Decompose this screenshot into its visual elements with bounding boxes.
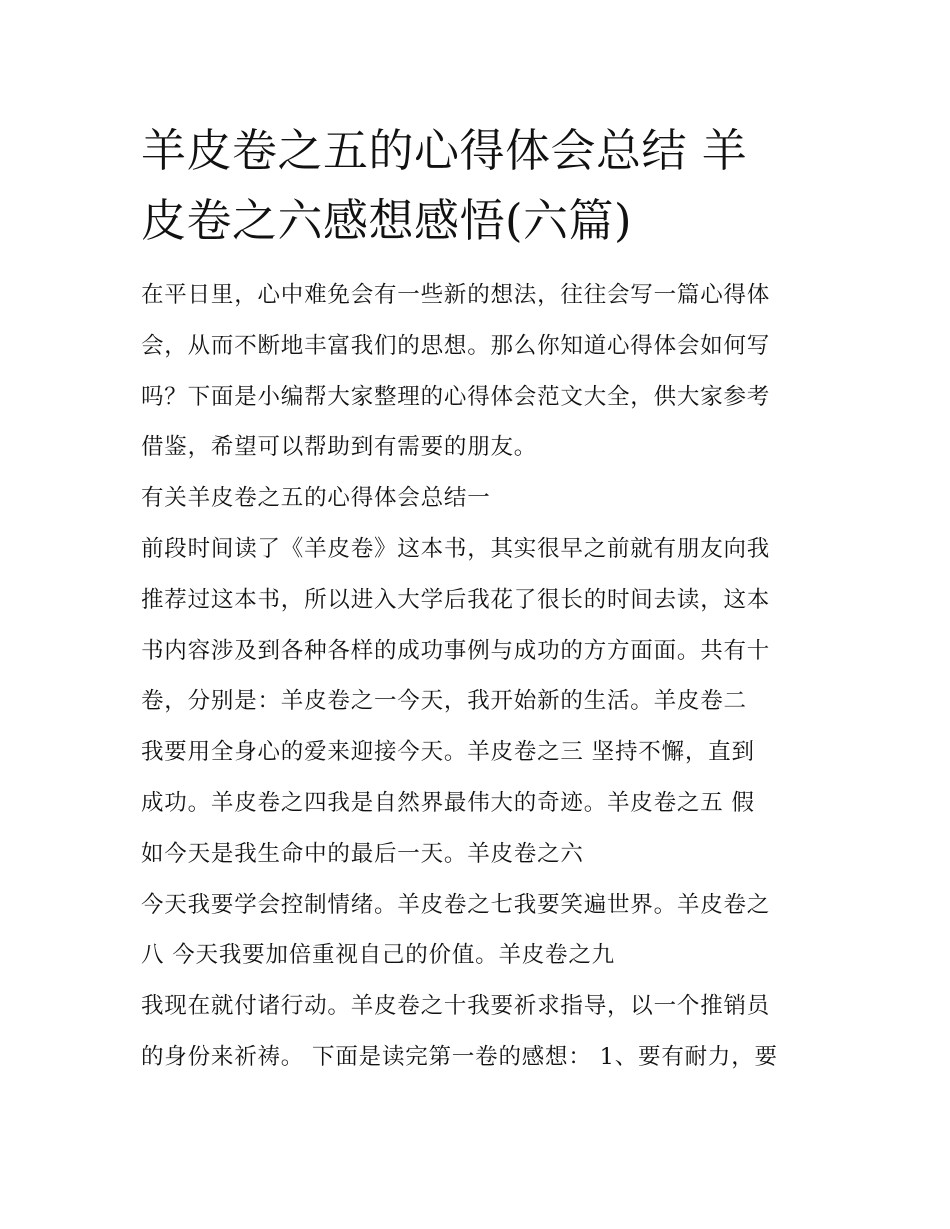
body-line: 如今天是我生命中的最后一天。羊皮卷之六 [141,840,584,867]
document-content [141,116,813,1083]
title-line: 羊皮卷之五的心得体会总结 羊 [141,124,748,177]
body-line: 卷，分别是：羊皮卷之一今天，我开始新的生活。羊皮卷二 [141,688,747,715]
body-line: 的身份来祈祷。 下面是读完第一卷的感想： 1、要有耐力，要 [141,1043,778,1070]
section-heading: 有关羊皮卷之五的心得体会总结一 [141,485,491,512]
intro-line: 在平日里，心中难免会有一些新的想法，往往会写一篇心得体 [141,282,771,308]
body-line: 八 今天我要加倍重视自己的价值。羊皮卷之九 [141,942,615,969]
body-line: 书内容涉及到各种各样的成功事例与成功的方方面面。共有十 [141,637,771,664]
intro-line: 会，从而不断地丰富我们的思想。那么你知道心得体会如何写 [141,332,771,359]
body-line: 前段时间读了《羊皮卷》这本书，其实很早之前就有朋友向我 [141,535,771,562]
body-line: 今天我要学会控制情绪。羊皮卷之七我要笑遍世界。羊皮卷之 [141,891,771,918]
intro-line: 借鉴，希望可以帮助到有需要的朋友。 [141,434,538,461]
body-line: 我现在就付诸行动。羊皮卷之十我要祈求指导，以一个推销员 [141,993,771,1020]
body-line: 成功。羊皮卷之四我是自然界最伟大的奇迹。羊皮卷之五 假 [141,789,755,816]
document-body [141,270,813,1083]
intro-line: 吗？下面是小编帮大家整理的心得体会范文大全，供大家参考 [141,383,771,410]
title-line: 皮卷之六感想感悟(六篇) [141,194,633,247]
body-line: 我要用全身心的爱来迎接今天。羊皮卷之三 坚持不懈，直到 [141,739,755,766]
document-title [141,116,813,256]
body-line: 推荐过这本书，所以进入大学后我花了很长的时间去读，这本 [141,586,771,613]
